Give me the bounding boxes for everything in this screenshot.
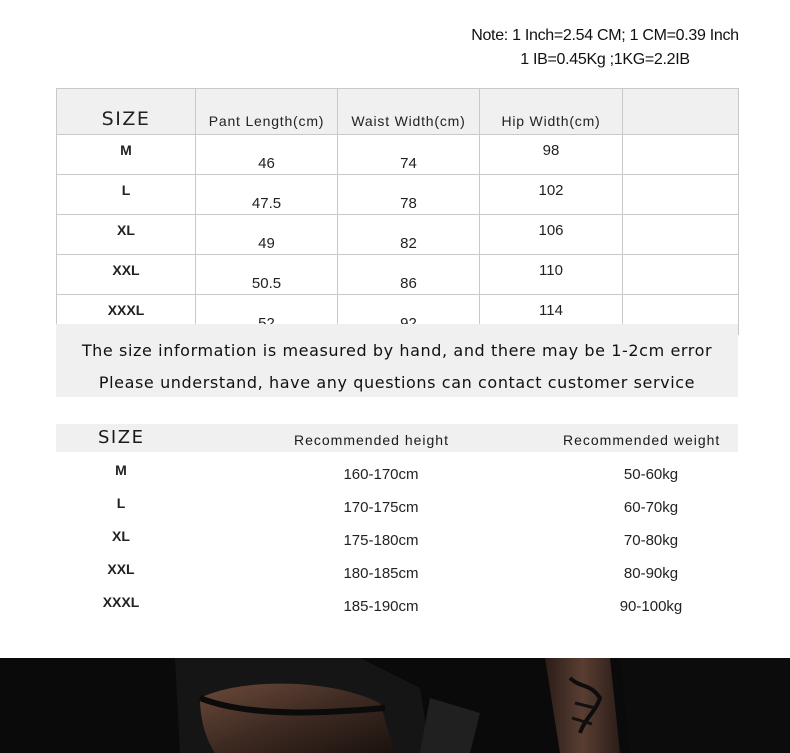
header-waist-width: Waist Width(cm) <box>338 89 480 135</box>
cell-pant-length: 50.5 <box>196 255 338 295</box>
cell-height: 160-170cm <box>343 466 419 483</box>
table-header-row <box>57 89 739 135</box>
cell-pant-length: 46 <box>196 135 338 175</box>
unit-conversion-note <box>440 24 770 72</box>
cell-size: XXXL <box>57 295 196 335</box>
cell-empty <box>623 255 739 295</box>
notice-line-1: The size information is measured by hand, and there may be 1-2cm error <box>81 341 713 360</box>
cell-height: 175-180cm <box>343 532 419 549</box>
cell-height: 170-175cm <box>343 499 419 516</box>
cell-hip-width: 102 <box>480 175 623 215</box>
cell-size: M <box>115 462 127 478</box>
table-row <box>56 594 738 624</box>
cell-size: XXL <box>107 561 135 577</box>
cell-hip-width: 98 <box>480 135 623 175</box>
header-size: SIZE <box>98 427 145 448</box>
cell-size: M <box>57 135 196 175</box>
header-recommended-height: Recommended height <box>294 432 449 448</box>
model-photo-illustration <box>0 658 790 753</box>
table-row <box>57 175 739 215</box>
cell-waist-width: 86 <box>338 255 480 295</box>
notice-line-2: Please understand, have any questions can contact customer service <box>98 373 696 392</box>
header-hip-width: Hip Width(cm) <box>480 89 623 135</box>
cell-empty <box>623 135 739 175</box>
cell-hip-width: 114 <box>480 295 623 335</box>
cell-size: XXL <box>57 255 196 295</box>
cell-hip-width: 106 <box>480 215 623 255</box>
header-pant-length: Pant Length(cm) <box>196 89 338 135</box>
table-row <box>56 462 738 492</box>
cell-empty <box>623 175 739 215</box>
cell-waist-width: 78 <box>338 175 480 215</box>
cell-pant-length: 49 <box>196 215 338 255</box>
note-line-1: Note: 1 Inch=2.54 CM; 1 CM=0.39 Inch <box>471 27 739 44</box>
header-size: SIZE <box>57 89 196 135</box>
cell-size: XL <box>112 528 130 544</box>
cell-weight: 80-90kg <box>623 565 679 582</box>
cell-waist-width: 82 <box>338 215 480 255</box>
cell-weight: 50-60kg <box>623 466 679 483</box>
cell-height: 185-190cm <box>343 598 419 615</box>
size-measurement-table <box>56 88 739 335</box>
cell-waist-width: 74 <box>338 135 480 175</box>
note-line-2: 1 IB=0.45Kg ;1KG=2.2IB <box>520 51 690 68</box>
table-row <box>57 135 739 175</box>
cell-height: 180-185cm <box>343 565 419 582</box>
cell-empty <box>623 215 739 255</box>
table-row <box>57 215 739 255</box>
cell-size: XXXL <box>102 594 140 610</box>
header-recommended-weight: Recommended weight <box>563 432 721 448</box>
table-row <box>57 255 739 295</box>
measurement-notice <box>56 324 738 397</box>
table-row <box>56 561 738 591</box>
cell-size: XL <box>57 215 196 255</box>
recommend-table-header <box>56 424 738 452</box>
cell-weight: 70-80kg <box>623 532 679 549</box>
product-photo <box>0 658 790 753</box>
cell-weight: 90-100kg <box>619 598 683 615</box>
cell-hip-width: 110 <box>480 255 623 295</box>
table-row <box>56 495 738 525</box>
cell-size: L <box>116 495 126 511</box>
cell-pant-length: 47.5 <box>196 175 338 215</box>
cell-size: L <box>57 175 196 215</box>
header-empty <box>623 89 739 135</box>
cell-weight: 60-70kg <box>623 499 679 516</box>
table-row <box>56 528 738 558</box>
